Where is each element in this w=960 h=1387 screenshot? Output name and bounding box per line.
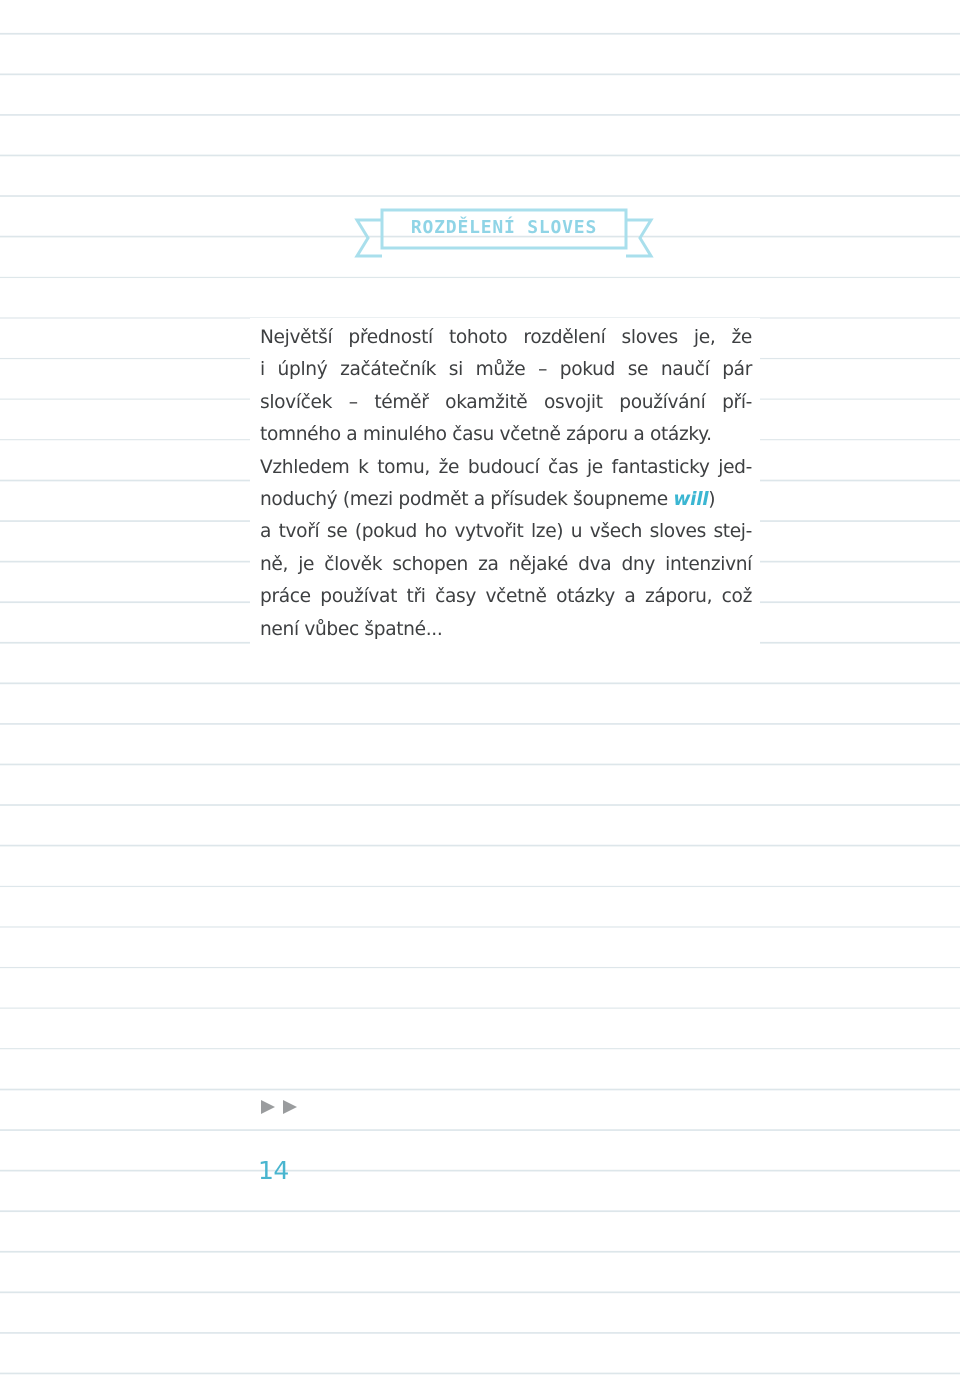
- paragraph-line: Vzhledem k tomu, že budoucí čas je fantasticky jed-: [260, 456, 752, 478]
- paragraph-line: tomného a minulého času včetně záporu a otázky.: [260, 424, 712, 446]
- paragraph-line: Největší předností tohoto rozdělení sloves je, že: [260, 327, 752, 348]
- body-paragraph: [260, 322, 752, 646]
- paragraph-text: ): [708, 489, 716, 511]
- paragraph-line: i úplný začátečník si může – pokud se naučí pár: [260, 359, 752, 381]
- paragraph-line: ně, je člověk schopen za nějaké dva dny intenzivní: [260, 553, 752, 575]
- double-triangle-arrow-icon: [259, 1097, 303, 1117]
- section-title: ROZDĚLENÍ SLOVES: [410, 217, 598, 238]
- paragraph-text: noduchý (mezi podmět a přísudek šoupneme: [260, 489, 674, 511]
- section-banner: [354, 205, 654, 261]
- emphasized-word: will: [673, 489, 709, 511]
- paragraph-line: práce používat tři časy včetně otázky a záporu, což: [260, 586, 752, 608]
- paragraph-line: a tvoří se (pokud ho vytvořit lze) u všech sloves stej-: [260, 521, 752, 543]
- paragraph-line: slovíček – téměř okamžitě osvojit používání pří-: [260, 391, 752, 413]
- paragraph-line: není vůbec špatné...: [260, 618, 443, 640]
- page-number: 14: [258, 1156, 289, 1185]
- paragraph-line: [260, 484, 752, 516]
